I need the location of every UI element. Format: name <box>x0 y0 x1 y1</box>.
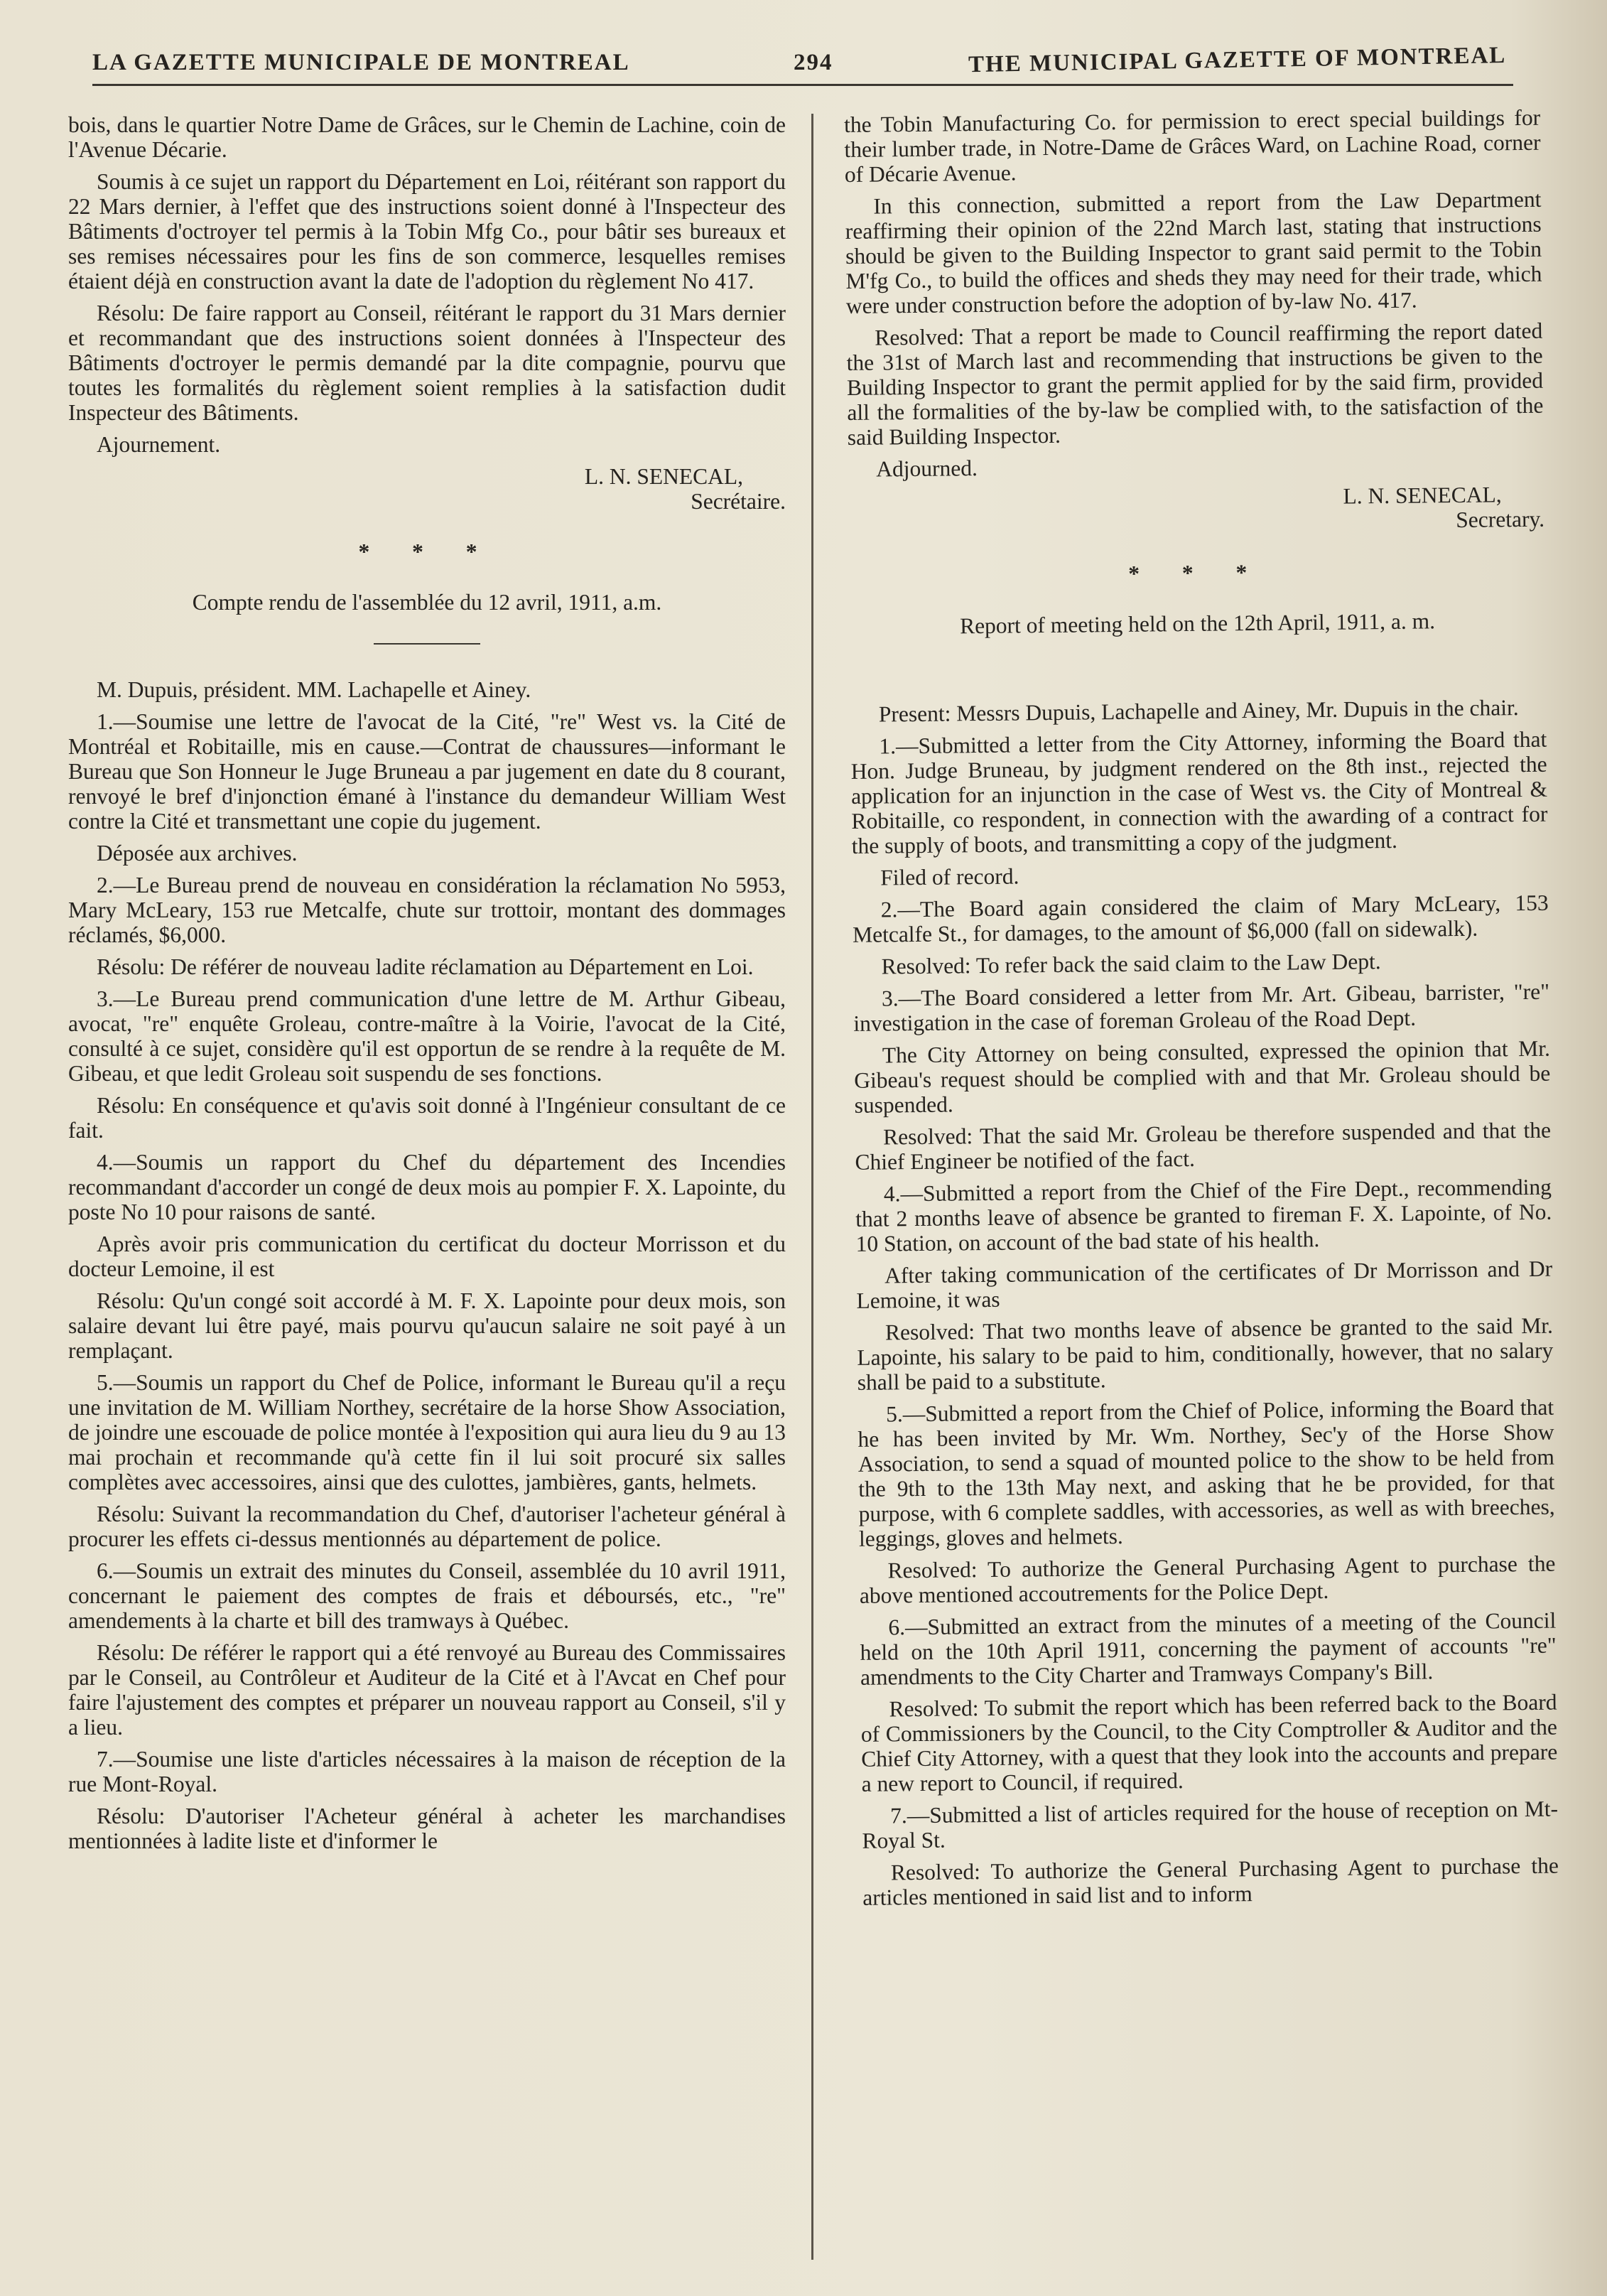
english-item: 1.—Submitted a letter from the City Attorney, informing the Board that Hon. Judge Bruneau, by judgment rendered on the 8th inst., rejected the application for an injunction in the case of West vs. the City of Montreal & Robitaille, co respondent, in connection with the awarding of a contract for the supply of boots, and transmitting a copy of the judgment. <box>850 726 1548 858</box>
english-item: 3.—The Board considered a letter from Mr. Art. Gibeau, barrister, "re" investigation in the case of foreman Groleau of the Road Dept. <box>853 979 1550 1036</box>
page-header <box>92 43 1507 85</box>
english-item: Resolved: To authorize the General Purchasing Agent to purchase the above mentioned accoutrements for the Police Dept. <box>859 1551 1556 1608</box>
french-item: Résolu: Qu'un congé soit accordé à M. F. X. Lapointe pour deux mois, son salaire devant lui être payé, mais pourvu qu'aucun salaire ne soit payé à un remplaçant. <box>68 1288 786 1363</box>
french-signature <box>68 464 786 514</box>
french-adjournment: Ajournement. <box>97 432 221 457</box>
header-english-title: THE MUNICIPAL GAZETTE OF MONTREAL <box>968 43 1507 78</box>
french-item: Résolu: D'autoriser l'Acheteur général à acheter les marchandises mentionnées à ladite liste et d'informer le <box>68 1804 786 1853</box>
english-item: 4.—Submitted a report from the Chief of the Fire Dept., recommending that 2 months leave of absence be granted to fireman F. X. Lapointe, of No. 10 Station, on account of the bad state of his health. <box>855 1174 1552 1256</box>
english-item: 6.—Submitted an extract from the minutes of a meeting of the Council held on the 10th April 1911, concerning the payment of accounts "re" amendments to the City Charter and Tramways Company's Bill. <box>860 1607 1557 1690</box>
english-item: Resolved: To submit the report which has been referred back to the Board of Commissioners by the Council, to the City Comptroller & Auditor and the Chief City Attorney, with a quest that they look into the accounts and prepare a new report to Council, if required. <box>860 1689 1558 1796</box>
signature-name: L. N. SENECAL, <box>1343 482 1502 509</box>
english-paragraph: the Tobin Manufacturing Co. for permission to erect special buildings for their lumber trade, in Notre-Dame de Grâces Ward, on Lachine Road, corner of Décarie Avenue. <box>844 104 1541 187</box>
french-item: 2.—Le Bureau prend de nouveau en considération la réclamation No 5953, Mary McLeary, 153 rue Metcalfe, chute sur trottoir, montant des dommages réclamés, $6,000. <box>68 873 786 947</box>
french-item: 6.—Soumis un extrait des minutes du Conseil, assemblée du 10 avril 1911, concernant le paiement des comptes de frais et déboursés, etc., "re" amendements à la charte et bill des tramways à Québec. <box>68 1558 786 1633</box>
signature-title: Secrétaire. <box>691 489 786 514</box>
header-french-title: LA GAZETTE MUNICIPALE DE MONTREAL <box>92 50 630 75</box>
section-separator: * * * <box>1128 559 1266 586</box>
english-item: Resolved: That two months leave of absence be granted to the said Mr. Lapointe, his salary to be paid to him, conditionally, however, that no salary shall be paid to a substitute. <box>857 1313 1554 1395</box>
english-adjournment: Adjourned. <box>876 456 978 482</box>
english-item: The City Attorney on being consulted, expressed the opinion that Mr. Gibeau's request should be complied with and that Mr. Groleau should be suspended. <box>854 1035 1551 1118</box>
english-item: 2.—The Board again considered the claim of Mary McLeary, 153 Metcalfe St., for damages, to the amount of $6,000 (fall on sidewalk). <box>852 890 1549 947</box>
section-separator: * * * <box>358 539 496 564</box>
title-rule <box>374 643 480 645</box>
english-item: After taking communication of the certificates of Dr Morrisson and Dr Lemoine, it was <box>856 1256 1553 1313</box>
english-item: Resolved: To refer back the said claim to the Law Dept. <box>881 949 1381 979</box>
english-item: Resolved: To authorize the General Purchasing Agent to purchase the articles mentioned in said list and to inform <box>862 1853 1559 1910</box>
english-item: Resolved: That the said Mr. Groleau be therefore suspended and that the Chief Engineer be notified of the fact. <box>855 1117 1552 1175</box>
french-paragraph: bois, dans le quartier Notre Dame de Grâces, sur le Chemin de Lachine, coin de l'Avenue Décarie. <box>68 112 786 162</box>
english-paragraph: In this connection, submitted a report from the Law Department reaffirming their opinion of the 22nd March last, stating that instructions should be given to the Building Inspector to grant said permit to the Tobin M'fg Co., to build the offices and sheds they may need for their trade, which were under construction before the adoption of by-law No. 417. <box>845 186 1542 318</box>
french-paragraph: Soumis à ce sujet un rapport du Département en Loi, réitérant son rapport du 22 Mars dernier, à l'effet que des instructions soient donné à l'Inspecteur des Bâtiments d'octroyer tel permis à la Tobin Mfg Co., pour bâtir ses bureaux et ses remises nécessaires pour les fins de son commerce, lesquelles remises étaient déjà en construction avant la date de l'adoption du règlement No 417. <box>68 169 786 293</box>
french-report-title: Compte rendu de l'assemblée du 12 avril, 1911, a.m. <box>192 590 662 615</box>
english-item: 7.—Submitted a list of articles required for the house of reception on Mt-Royal St. <box>862 1796 1559 1853</box>
header-rule <box>92 84 1513 86</box>
column-divider <box>811 114 813 2260</box>
french-item: Résolu: De référer de nouveau ladite réclamation au Département en Loi. <box>97 954 754 979</box>
english-paragraph: Resolved: That a report be made to Council reaffirming the report dated the 31st of March last and recommending that instructions be given to the Building Inspector to grant the permit applied for by the said firm, provided all the formalities of the by-law be complied with, to the satisfaction of the said Building Inspector. <box>846 318 1544 450</box>
french-item: Après avoir pris communication du certificat du docteur Morrisson et du docteur Lemoine, il est <box>68 1231 786 1281</box>
english-present: Present: Messrs Dupuis, Lachapelle and Ainey, Mr. Dupuis in the chair. <box>878 695 1519 727</box>
french-item: Résolu: Suivant la recommandation du Chef, d'autoriser l'acheteur général à procurer les effets ci-dessus mentionnés au département de police. <box>68 1502 786 1551</box>
english-item: 5.—Submitted a report from the Chief of Police, informing the Board that he has been invited by Mr. Wm. Northey, Sec'y of the Horse Show Association, to send a squad of mounted police to the show to be held from the 9th to the 13th May next, and asking that he be provided, for that purpose, with 6 complete saddles, with accessories, as well as with breeches, leggings, gloves and helmets. <box>857 1394 1555 1551</box>
french-paragraph: Résolu: De faire rapport au Conseil, réitérant le rapport du 31 Mars dernier et recommandant que des instructions soient données à l'Inspecteur des Bâtiments d'octroyer le permis demandé par la dite compagnie, pourvu que toutes les formalités du règlement soient remplies à la satisfaction dudit Inspecteur des Bâtiments. <box>68 301 786 425</box>
signature-title: Secretary. <box>1456 506 1545 533</box>
french-item: 5.—Soumis un rapport du Chef de Police, informant le Bureau qu'il a reçu une invitation de M. William Northey, secrétaire de la horse Show Association, de joindre une escouade de police montée à l'exposition qui aura lieu du 9 au 13 mai prochain et recommande qu'à cette fin il lui soit procuré six salles complètes avec accessoires, ainsi que des culottes, jambières, gants, helmets. <box>68 1370 786 1494</box>
french-column <box>68 112 786 1860</box>
english-column <box>844 105 1559 1917</box>
french-item: 1.—Soumise une lettre de l'avocat de la Cité, "re" West vs. la Cité de Montréal et Robitaille, mis en cause.—Contrat de chaussures—informant le Bureau que Son Honneur le Juge Bruneau a par jugement en date du 8 courant, renvoyé le bref d'injonction émané à l'instance du demandeur William West contre la Cité et transmettant une copie du jugement. <box>68 709 786 834</box>
french-item: 4.—Soumis un rapport du Chef du département des Incendies recommandant d'accorder un congé de deux mois au pompier F. X. Lapointe, du poste No 10 pour raisons de santé. <box>68 1150 786 1224</box>
english-report-title: Report of meeting held on the 12th April, 1911, a. m. <box>959 608 1436 639</box>
french-present: M. Dupuis, président. MM. Lachapelle et Ainey. <box>97 677 531 702</box>
french-item: 7.—Soumise une liste d'articles nécessaires à la maison de réception de la rue Mont-Royal. <box>68 1747 786 1796</box>
french-item: Résolu: De référer le rapport qui a été renvoyé au Bureau des Commissaires par le Conseil, au Contrôleur et Auditeur de la Cité et à l'Avcat en Chef pour faire l'ajustement des comptes et préparer un nouveau rapport au Conseil, s'il y a lieu. <box>68 1640 786 1740</box>
french-item: Déposée aux archives. <box>97 841 298 866</box>
signature-name: L. N. SENECAL, <box>584 464 743 489</box>
french-item: 3.—Le Bureau prend communication d'une lettre de M. Arthur Gibeau, avocat, "re" enquête Groleau, contre-maître à la Voirie, l'avocat de la Cité, consulté à ce sujet, considère qu'il est opportun de se rendre à la requête de M. Gibeau, et que ledit Groleau soit suspendu de ses fonctions. <box>68 986 786 1086</box>
page-number: 294 <box>794 50 833 75</box>
english-signature <box>848 482 1545 539</box>
english-item: Filed of record. <box>880 863 1019 890</box>
french-item: Résolu: En conséquence et qu'avis soit donné à l'Ingénieur consultant de ce fait. <box>68 1093 786 1143</box>
